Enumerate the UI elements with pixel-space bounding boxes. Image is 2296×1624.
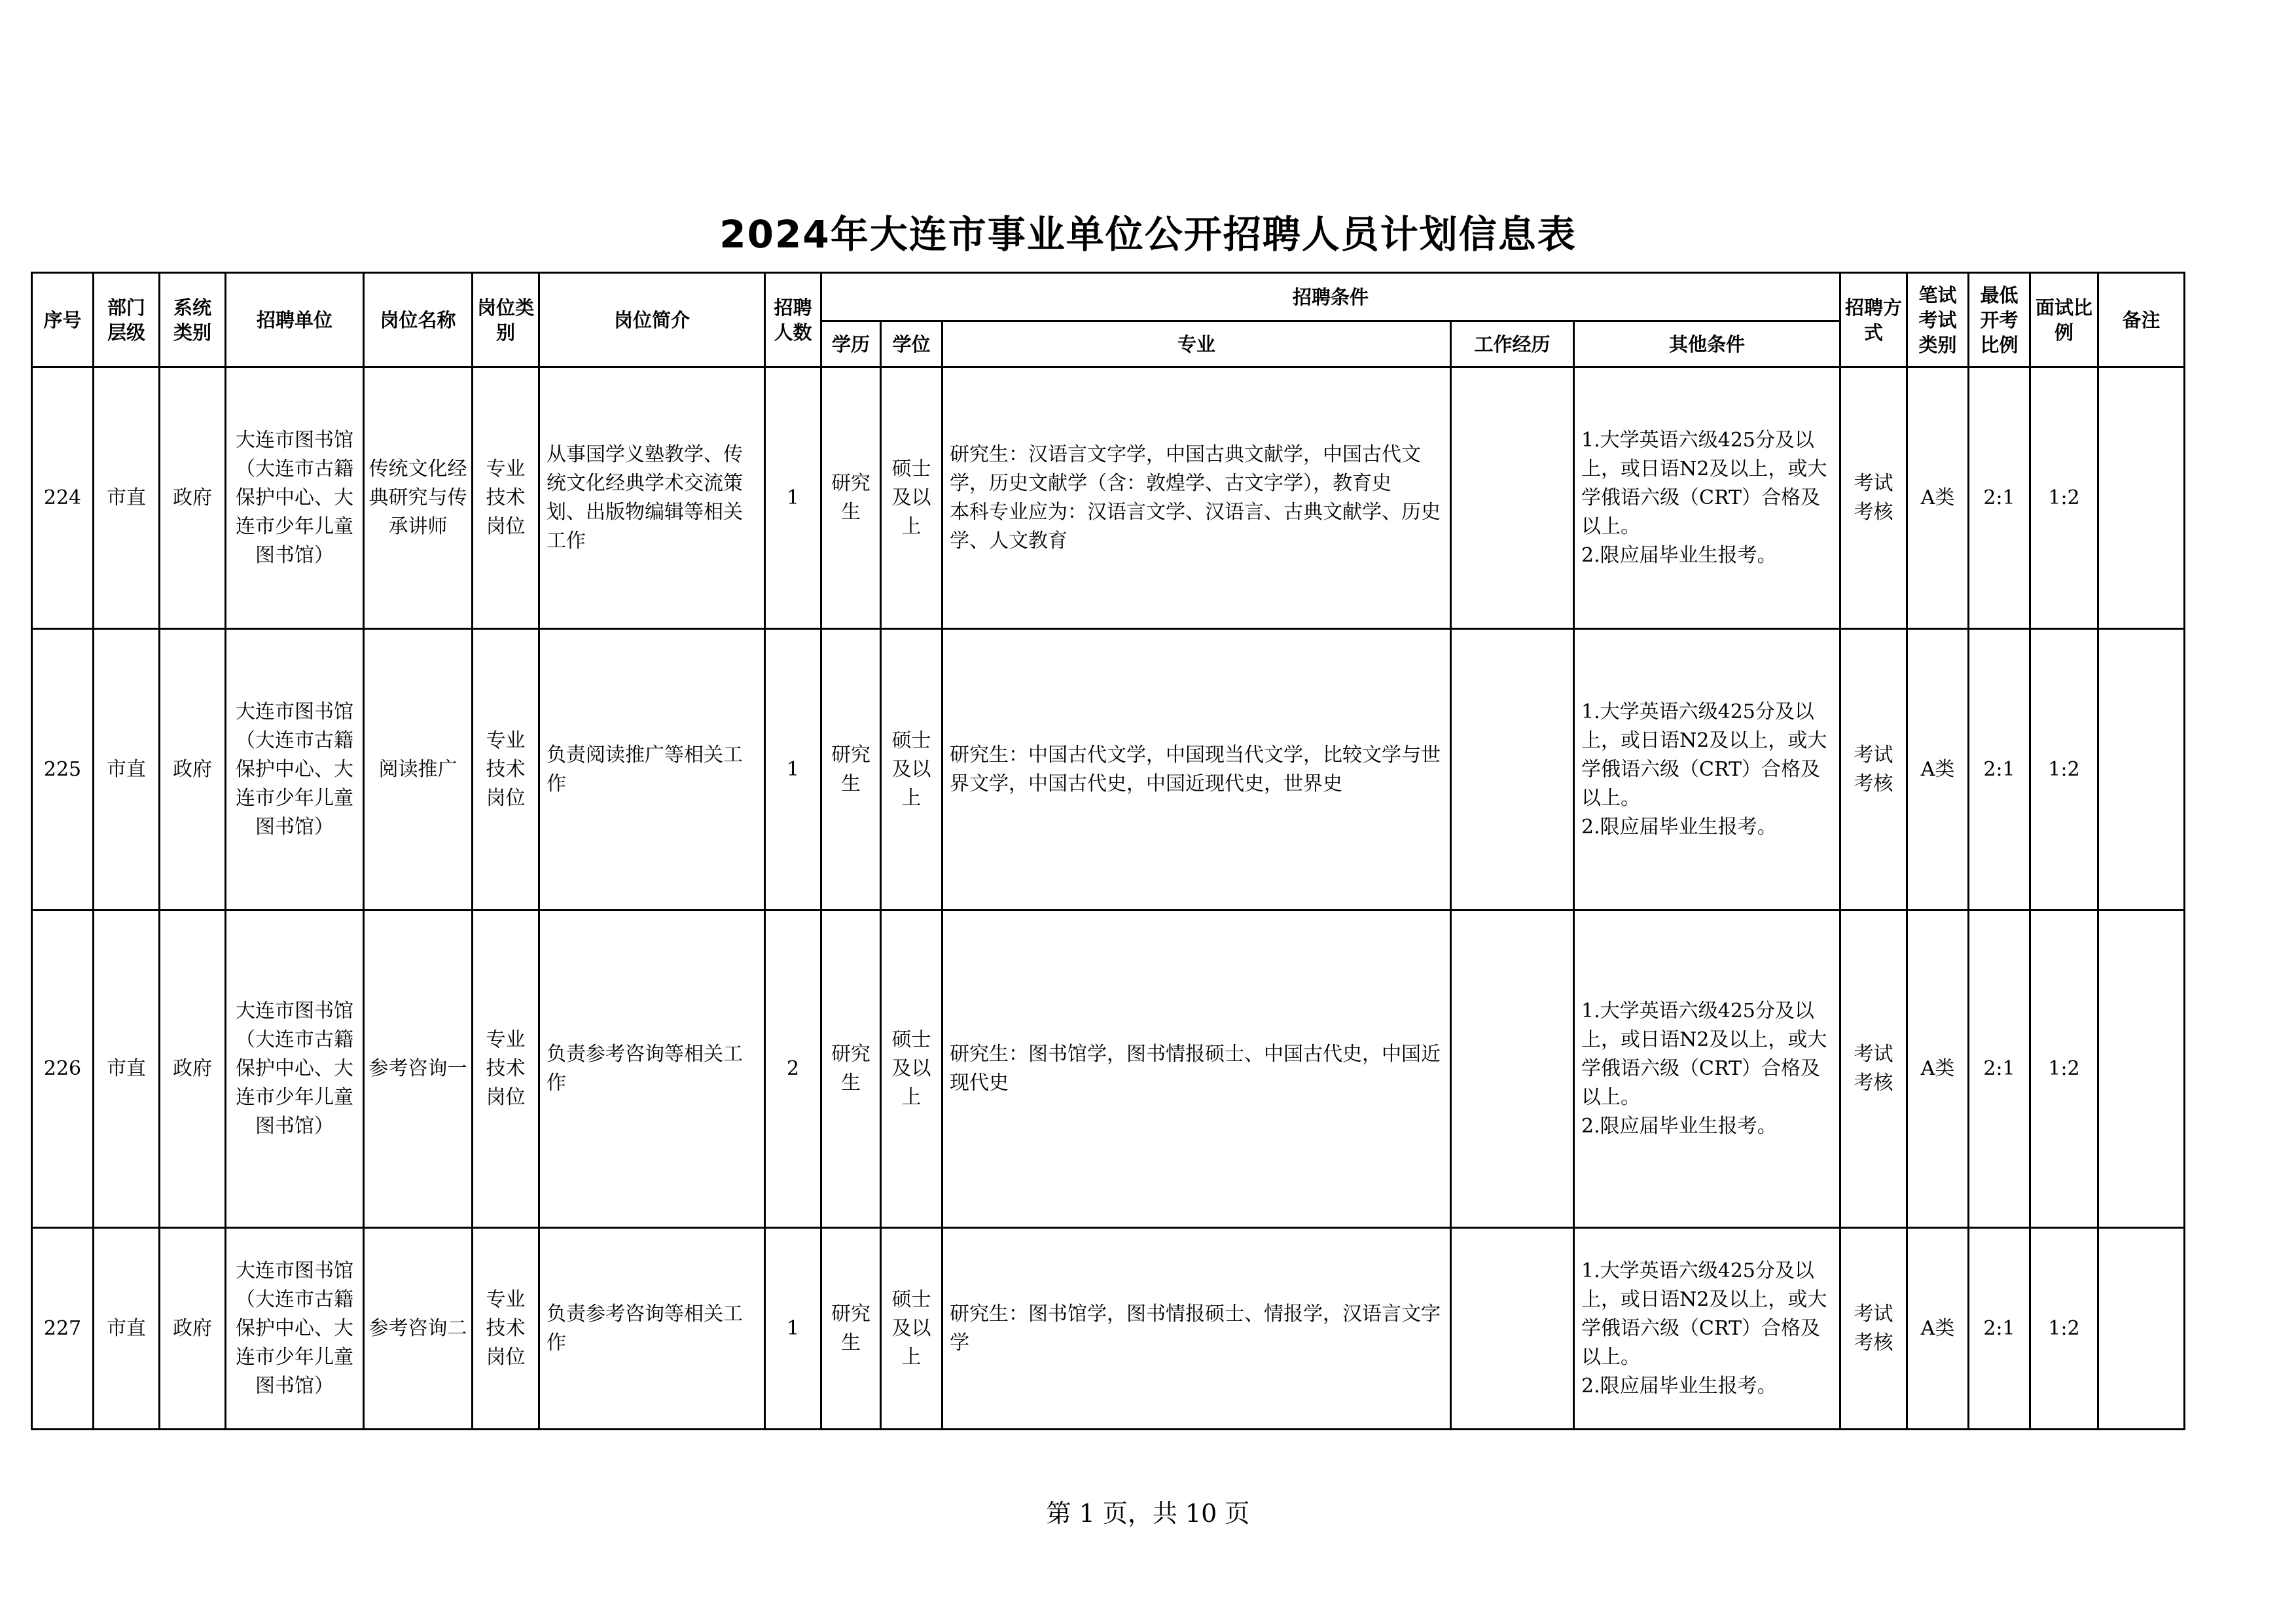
table-row <box>32 629 2185 911</box>
cell-method: 考试考核 <box>1840 1228 1907 1430</box>
cell-system-type: 政府 <box>160 911 226 1228</box>
cell-education: 研究生 <box>821 629 881 911</box>
cell-other: 1.大学英语六级425分及以上，或日语N2及以上，或大学俄语六级（CRT）合格及以上。 2.限应届毕业生报考。 <box>1574 911 1840 1228</box>
cell-post-desc: 负责参考咨询等相关工作 <box>539 911 765 1228</box>
header-unit: 招聘单位 <box>226 273 364 367</box>
cell-seq: 225 <box>32 629 94 911</box>
recruitment-plan-table <box>31 272 2185 1430</box>
cell-method: 考试考核 <box>1840 911 1907 1228</box>
cell-major: 研究生：汉语言文字学，中国古典文献学，中国古代文学，历史文献学（含：敦煌学、古文字学），教育史 本科专业应为：汉语言文学、汉语言、古典文献学、历史学、人文教育 <box>942 367 1451 629</box>
cell-unit: 大连市图书馆（大连市古籍保护中心、大连市少年儿童图书馆） <box>226 629 364 911</box>
cell-min-ratio: 2:1 <box>1969 1228 2030 1430</box>
header-post-name: 岗位名称 <box>364 273 473 367</box>
table-row <box>32 911 2185 1228</box>
cell-post-type: 专业技术岗位 <box>473 911 539 1228</box>
cell-interview-ratio: 1:2 <box>2030 367 2098 629</box>
cell-remarks <box>2098 1228 2185 1430</box>
cell-interview-ratio: 1:2 <box>2030 1228 2098 1430</box>
cell-education: 研究生 <box>821 1228 881 1430</box>
header-education: 学历 <box>821 321 881 367</box>
header-post-desc: 岗位简介 <box>539 273 765 367</box>
cell-degree: 硕士及以上 <box>881 911 942 1228</box>
page-number: 第 1 页，共 10 页 <box>1046 1499 1250 1528</box>
cell-post-type: 专业技术岗位 <box>473 629 539 911</box>
cell-degree: 硕士及以上 <box>881 367 942 629</box>
cell-major: 研究生：中国古代文学，中国现当代文学，比较文学与世界文学，中国古代史，中国近现代史，世界史 <box>942 629 1451 911</box>
cell-exam-type: A类 <box>1907 1228 1969 1430</box>
cell-experience <box>1451 367 1574 629</box>
cell-seq: 227 <box>32 1228 94 1430</box>
cell-min-ratio: 2:1 <box>1969 367 2030 629</box>
cell-count: 2 <box>765 911 821 1228</box>
header-experience: 工作经历 <box>1451 321 1574 367</box>
cell-unit: 大连市图书馆（大连市古籍保护中心、大连市少年儿童图书馆） <box>226 367 364 629</box>
cell-other: 1.大学英语六级425分及以上，或日语N2及以上，或大学俄语六级（CRT）合格及以上。 2.限应届毕业生报考。 <box>1574 1228 1840 1430</box>
cell-post-name: 阅读推广 <box>364 629 473 911</box>
header-major: 专业 <box>942 321 1451 367</box>
header-count: 招聘人数 <box>765 273 821 367</box>
cell-system-type: 政府 <box>160 629 226 911</box>
cell-method: 考试考核 <box>1840 367 1907 629</box>
header-interview-ratio: 面试比例 <box>2030 273 2098 367</box>
cell-dept-level: 市直 <box>94 367 160 629</box>
cell-exam-type: A类 <box>1907 911 1969 1228</box>
cell-post-desc: 从事国学义塾教学、传统文化经典学术交流策划、出版物编辑等相关工作 <box>539 367 765 629</box>
cell-count: 1 <box>765 629 821 911</box>
cell-interview-ratio: 1:2 <box>2030 911 2098 1228</box>
cell-unit: 大连市图书馆（大连市古籍保护中心、大连市少年儿童图书馆） <box>226 911 364 1228</box>
header-seq: 序号 <box>32 273 94 367</box>
cell-post-desc: 负责参考咨询等相关工作 <box>539 1228 765 1430</box>
header-min-ratio: 最低开考比例 <box>1969 273 2030 367</box>
header-exam-type: 笔试考试类别 <box>1907 273 1969 367</box>
cell-exam-type: A类 <box>1907 629 1969 911</box>
cell-post-name: 参考咨询一 <box>364 911 473 1228</box>
cell-remarks <box>2098 911 2185 1228</box>
cell-exam-type: A类 <box>1907 367 1969 629</box>
cell-count: 1 <box>765 367 821 629</box>
table-row <box>32 367 2185 629</box>
cell-degree: 硕士及以上 <box>881 629 942 911</box>
cell-post-type: 专业技术岗位 <box>473 367 539 629</box>
header-row-1 <box>32 273 2185 321</box>
cell-major: 研究生：图书馆学，图书情报硕士、情报学，汉语言文字学 <box>942 1228 1451 1430</box>
cell-other: 1.大学英语六级425分及以上，或日语N2及以上，或大学俄语六级（CRT）合格及以上。 2.限应届毕业生报考。 <box>1574 367 1840 629</box>
cell-min-ratio: 2:1 <box>1969 629 2030 911</box>
cell-count: 1 <box>765 1228 821 1430</box>
cell-dept-level: 市直 <box>94 1228 160 1430</box>
cell-experience <box>1451 911 1574 1228</box>
cell-other: 1.大学英语六级425分及以上，或日语N2及以上，或大学俄语六级（CRT）合格及以上。 2.限应届毕业生报考。 <box>1574 629 1840 911</box>
cell-post-type: 专业技术岗位 <box>473 1228 539 1430</box>
cell-dept-level: 市直 <box>94 911 160 1228</box>
cell-experience <box>1451 629 1574 911</box>
header-system-type: 系统类别 <box>160 273 226 367</box>
cell-unit: 大连市图书馆（大连市古籍保护中心、大连市少年儿童图书馆） <box>226 1228 364 1430</box>
header-degree: 学位 <box>881 321 942 367</box>
document-title: 2024年大连市事业单位公开招聘人员计划信息表 <box>719 212 1577 257</box>
header-remarks: 备注 <box>2098 273 2185 367</box>
cell-degree: 硕士及以上 <box>881 1228 942 1430</box>
cell-seq: 224 <box>32 367 94 629</box>
table-row <box>32 1228 2185 1430</box>
cell-education: 研究生 <box>821 367 881 629</box>
cell-method: 考试考核 <box>1840 629 1907 911</box>
cell-post-name: 传统文化经典研究与传承讲师 <box>364 367 473 629</box>
cell-post-name: 参考咨询二 <box>364 1228 473 1430</box>
cell-interview-ratio: 1:2 <box>2030 629 2098 911</box>
cell-experience <box>1451 1228 1574 1430</box>
cell-seq: 226 <box>32 911 94 1228</box>
cell-post-desc: 负责阅读推广等相关工作 <box>539 629 765 911</box>
cell-system-type: 政府 <box>160 367 226 629</box>
header-other: 其他条件 <box>1574 321 1840 367</box>
cell-education: 研究生 <box>821 911 881 1228</box>
cell-remarks <box>2098 629 2185 911</box>
header-dept-level: 部门层级 <box>94 273 160 367</box>
header-method: 招聘方式 <box>1840 273 1907 367</box>
cell-system-type: 政府 <box>160 1228 226 1430</box>
header-conditions: 招聘条件 <box>821 273 1840 321</box>
cell-remarks <box>2098 367 2185 629</box>
header-post-type: 岗位类别 <box>473 273 539 367</box>
cell-major: 研究生：图书馆学，图书情报硕士、中国古代史，中国近现代史 <box>942 911 1451 1228</box>
cell-dept-level: 市直 <box>94 629 160 911</box>
cell-min-ratio: 2:1 <box>1969 911 2030 1228</box>
